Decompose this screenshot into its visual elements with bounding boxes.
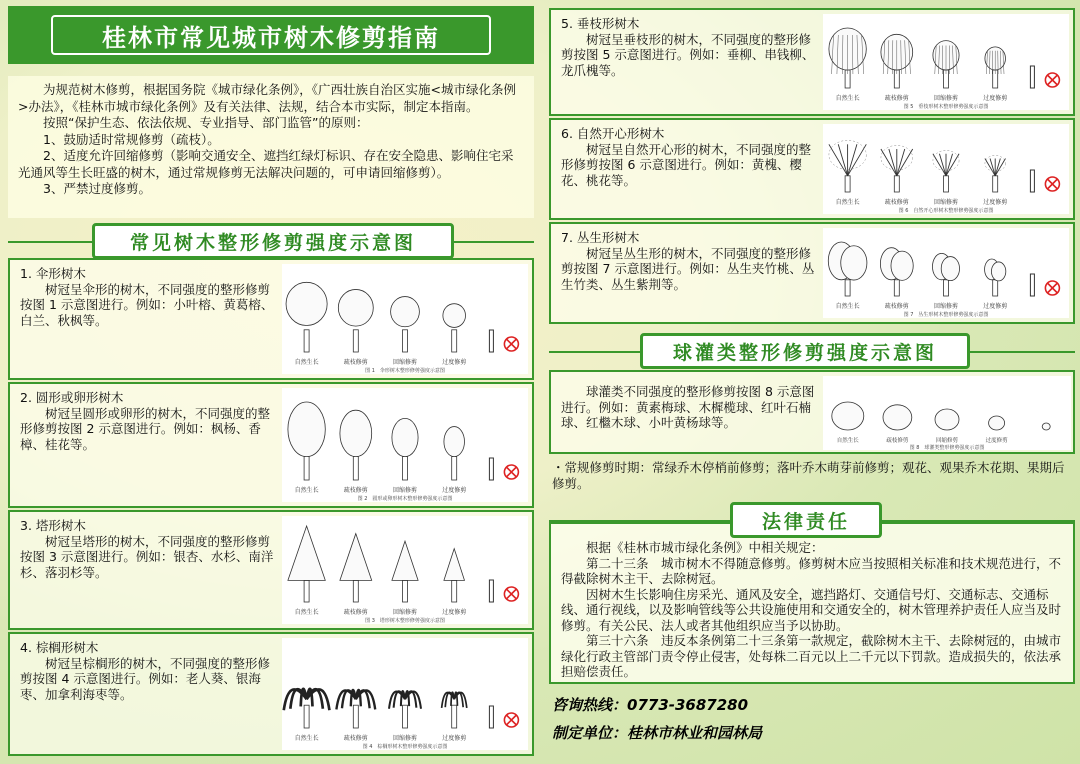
tree-type-text [561, 230, 819, 292]
pruning-diagram-svg [282, 638, 528, 750]
shrub-description: 球灌类不同强度的整形修剪按图 8 示意图进行。例如：黄素梅球、木樨榄球、红叶石楠球、红檵木球、小叶黄杨球等。 [561, 384, 815, 430]
stage-label: 疏枝修剪 [884, 199, 909, 206]
tree-type-description: 树冠呈垂枝形的树木，不同强度的整形修剪按图 5 示意图进行。例如：垂柳、串钱柳、龙爪槐等。 [561, 31, 815, 78]
tree-drawing [338, 289, 373, 352]
tree-drawing [933, 41, 959, 88]
stage-label: 疏枝修剪 [343, 609, 368, 616]
tree-drawing [443, 304, 466, 352]
tree-drawing [288, 402, 325, 480]
tree-type-heading: 5. 垂枝形树木 [561, 16, 640, 31]
pruning-diagram-svg [823, 14, 1069, 110]
intro-paragraph: 为规范树木修剪，根据国务院《城市绿化条例》，《广西壮族自治区实施<城市绿化条例>办法》，《桂林市城市绿化条例》及有关法律、法规，结合本市实际，制定本指南。 [18, 82, 516, 114]
tree-drawing [829, 140, 866, 192]
hotline [552, 694, 748, 715]
tree-type-description: 树冠呈圆形或卵形的树木，不同强度的整形修剪按图 2 示意图进行。例如：枫杨、香樟、桂花等。 [20, 405, 271, 452]
pruning-diagram [282, 638, 528, 750]
intro-principle: 按照“保护生态、依法依规、专业指导、部门监管”的原则： [43, 115, 369, 130]
intro-item-3: 3、严禁过度修剪。 [43, 181, 151, 196]
shrub-drawing [935, 409, 959, 430]
pruning-diagram [282, 516, 528, 624]
pruning-diagram [823, 228, 1069, 318]
section-title-legal [730, 502, 882, 538]
tree-type-panel [8, 632, 534, 756]
stage-label: 自然生长 [835, 303, 860, 310]
tree-drawing [286, 282, 327, 352]
tree-drawing [284, 689, 330, 728]
tree-type-panel [8, 382, 534, 508]
tree-drawing [340, 410, 372, 480]
tree-type-panel [8, 510, 534, 630]
stage-label: 过度修剪 [442, 487, 467, 494]
tree-drawing [389, 691, 421, 728]
diagram-caption: 图 6 自然开心形树木整形修剪强度示意图 [898, 208, 994, 214]
stage-label: 过度修剪 [983, 303, 1008, 310]
pruning-diagram [823, 124, 1069, 214]
tree-drawing [391, 297, 420, 352]
tree-type-text [561, 16, 819, 78]
stage-label: 回缩修剪 [392, 609, 418, 616]
shrub-drawing [989, 416, 1005, 430]
stage-label: 自然生长 [294, 487, 319, 494]
stage-label: 疏枝修剪 [884, 95, 909, 102]
shrub-drawing [832, 402, 864, 430]
tree-drawing [881, 145, 913, 192]
tree-type-heading: 7. 丛生形树木 [561, 230, 640, 245]
stage-label: 回缩修剪 [935, 438, 959, 444]
intro-text [8, 76, 534, 218]
tree-type-description: 树冠呈丛生形的树木，不同强度的整形修剪按图 7 示意图进行。例如：丛生夹竹桃、丛生竹类、丛生紫荆等。 [561, 245, 815, 292]
tree-drawing [985, 259, 1006, 296]
pruning-diagram [823, 14, 1069, 110]
pruning-diagram [282, 264, 528, 374]
stage-label: 疏枝修剪 [884, 303, 909, 310]
tree-drawing [336, 690, 375, 728]
stage-label: 自然生长 [294, 359, 319, 366]
tree-drawing [985, 155, 1006, 192]
issuing-unit-label: 制定单位： [552, 724, 628, 742]
diagram-caption: 图 1 伞形树木整形修剪强度示意图 [365, 368, 445, 374]
intro-item-1: 1、鼓励适时常规修剪（疏枝）。 [43, 131, 220, 147]
diagram-caption: 图 7 丛生形树木整形修剪强度示意图 [903, 312, 989, 318]
pruning-diagram-svg [282, 264, 528, 374]
tree-type-heading: 6. 自然开心形树木 [561, 126, 665, 141]
stage-label: 疏枝修剪 [886, 438, 909, 444]
stage-label: 过度修剪 [983, 199, 1008, 206]
pruning-diagram-svg [823, 228, 1069, 318]
prohibit-icon [489, 458, 518, 480]
stage-label: 回缩修剪 [392, 735, 418, 742]
stage-label: 自然生长 [294, 735, 319, 742]
prohibit-icon [1030, 274, 1059, 296]
stage-label: 自然生长 [836, 438, 859, 444]
section-title-shrubs [640, 333, 970, 369]
section-title-trees [92, 223, 454, 259]
tree-type-panel [549, 8, 1075, 116]
tree-drawing [933, 150, 959, 192]
tree-type-description: 树冠呈塔形的树木，不同强度的整形修剪按图 3 示意图进行。例如：银杏、水杉、南洋杉、落羽杉等。 [20, 533, 274, 580]
tree-type-text [561, 126, 819, 188]
stage-label: 过度修剪 [985, 438, 1008, 444]
tree-drawing [392, 418, 418, 480]
stage-label: 疏枝修剪 [343, 359, 368, 366]
tree-type-panel [549, 222, 1075, 324]
legal-intro: 根据《桂林市城市绿化条例》中相关规定： [586, 540, 824, 555]
shrub-drawing [883, 405, 912, 430]
tree-type-panel [8, 258, 534, 380]
legal-panel [549, 522, 1075, 684]
shrub-panel [549, 370, 1075, 454]
prohibit-icon [1030, 170, 1059, 192]
tree-drawing [881, 34, 913, 88]
stage-label: 过度修剪 [442, 609, 467, 616]
stage-label: 自然生长 [835, 199, 860, 206]
intro-item-2: 2、适度允许回缩修剪（影响交通安全、遮挡红绿灯标识、存在安全隐患、影响住宅采光通风等生长旺盛的树木，通过常规修剪无法解决问题的，可申请回缩修剪）。 [18, 148, 514, 180]
stage-label: 过度修剪 [442, 359, 467, 366]
diagram-caption: 图 4 棕榈形树木整形修剪强度示意图 [362, 744, 448, 750]
tree-drawing [340, 534, 372, 602]
tree-type-panel [549, 118, 1075, 220]
tree-drawing [932, 253, 959, 296]
stage-label: 回缩修剪 [392, 359, 418, 366]
stage-label: 自然生长 [294, 609, 319, 616]
diagram-caption: 图 8 球灌类整形修剪强度示意图 [909, 445, 985, 450]
stage-label: 疏枝修剪 [343, 487, 368, 494]
diagram-caption: 图 3 塔形树木整形修剪强度示意图 [365, 618, 445, 624]
section-title-legal-text: 法律责任 [761, 510, 850, 533]
tree-drawing [444, 549, 465, 602]
shrub-diagram-svg [823, 376, 1071, 450]
legal-article-23: 第二十三条 城市树木不得随意修剪。修剪树木应当按照相关标准和技术规范进行，不得截除树木主干、去除树冠。 [561, 555, 1062, 586]
tree-type-text [20, 390, 278, 452]
tree-type-description: 树冠呈自然开心形的树木，不同强度的整形修剪按图 6 示意图进行。例如：黄槐、樱花、桃花等。 [561, 141, 812, 188]
stage-label: 回缩修剪 [933, 199, 959, 206]
tree-drawing [985, 47, 1006, 88]
pruning-diagram-svg [282, 516, 528, 624]
tree-type-text [20, 266, 278, 328]
tree-type-text [20, 518, 278, 580]
legal-article-23-cont: 因树木生长影响住房采光、通风及安全，遮挡路灯、交通信号灯、交通标志、交通标线、通行视线，以及影响管线等公共设施使用和交通安全的，树木管理养护责任人应当及时修剪。有关公民、法人或者其他组织应当予以协助。 [561, 586, 1062, 633]
title-box [51, 15, 491, 55]
title-bar [8, 6, 534, 64]
hotline-number: 0773-3687280 [627, 696, 749, 714]
stage-label: 回缩修剪 [392, 487, 418, 494]
tree-type-heading: 1. 伞形树木 [20, 266, 86, 281]
pruning-diagram-svg [823, 124, 1069, 214]
tree-type-heading: 4. 棕榈形树木 [20, 640, 99, 655]
shrub-diagram [823, 376, 1071, 450]
tree-drawing [828, 242, 867, 296]
tree-drawing [442, 692, 467, 728]
hotline-label: 咨询热线： [552, 696, 628, 714]
prohibit-icon [489, 580, 518, 602]
stage-label: 自然生长 [835, 95, 860, 102]
shrub-overpruned [1042, 423, 1050, 430]
issuing-unit [552, 722, 762, 743]
diagram-caption: 图 5 垂枝形树木整形修剪强度示意图 [903, 104, 989, 110]
section-title-shrubs-text: 球灌类整形修剪强度示意图 [672, 341, 937, 364]
prohibit-icon [1030, 66, 1059, 88]
page-title: 桂林市常见城市树木修剪指南 [102, 22, 440, 52]
tree-drawing [444, 427, 465, 480]
tree-type-description: 树冠呈棕榈形的树木，不同强度的整形修剪按图 4 示意图进行。例如：老人葵、银海枣、加拿利海枣等。 [20, 655, 271, 702]
tree-type-heading: 3. 塔形树木 [20, 518, 86, 533]
tree-drawing [392, 541, 418, 602]
section-title-trees-text: 常见树木整形修剪强度示意图 [129, 231, 416, 254]
stage-label: 回缩修剪 [933, 95, 959, 102]
tree-type-description: 树冠呈伞形的树木，不同强度的整形修剪按图 1 示意图进行。例如：小叶榕、黄葛榕、白兰、秋枫等。 [20, 281, 274, 328]
pruning-timing: ・常规修剪时期：常绿乔木停梢前修剪；落叶乔木萌芽前修剪；观花、观果乔木花期、果期后修剪。 [552, 460, 1065, 491]
stage-label: 回缩修剪 [933, 303, 959, 310]
stage-label: 疏枝修剪 [343, 735, 368, 742]
stage-label: 过度修剪 [442, 735, 467, 742]
tree-type-heading: 2. 圆形或卵形树木 [20, 390, 124, 405]
stage-label: 过度修剪 [983, 95, 1008, 102]
pruning-diagram-svg [282, 388, 528, 502]
pruning-diagram [282, 388, 528, 502]
tree-type-text [20, 640, 278, 702]
diagram-caption: 图 2 圆形或卵形树木整形修剪强度示意图 [357, 496, 453, 502]
tree-drawing [288, 526, 325, 602]
tree-drawing [829, 28, 866, 88]
prohibit-icon [489, 330, 518, 352]
tree-drawing [880, 248, 913, 296]
legal-article-36: 第三十六条 违反本条例第二十三条第一款规定，截除树木主干、去除树冠的，由城市绿化行政主管部门责令停止侵害，处每株二百元以上二千元以下罚款。造成损失的，依法承担赔偿责任。 [561, 633, 1062, 679]
prohibit-icon [489, 706, 518, 728]
issuing-unit-name: 桂林市林业和园林局 [627, 724, 763, 742]
